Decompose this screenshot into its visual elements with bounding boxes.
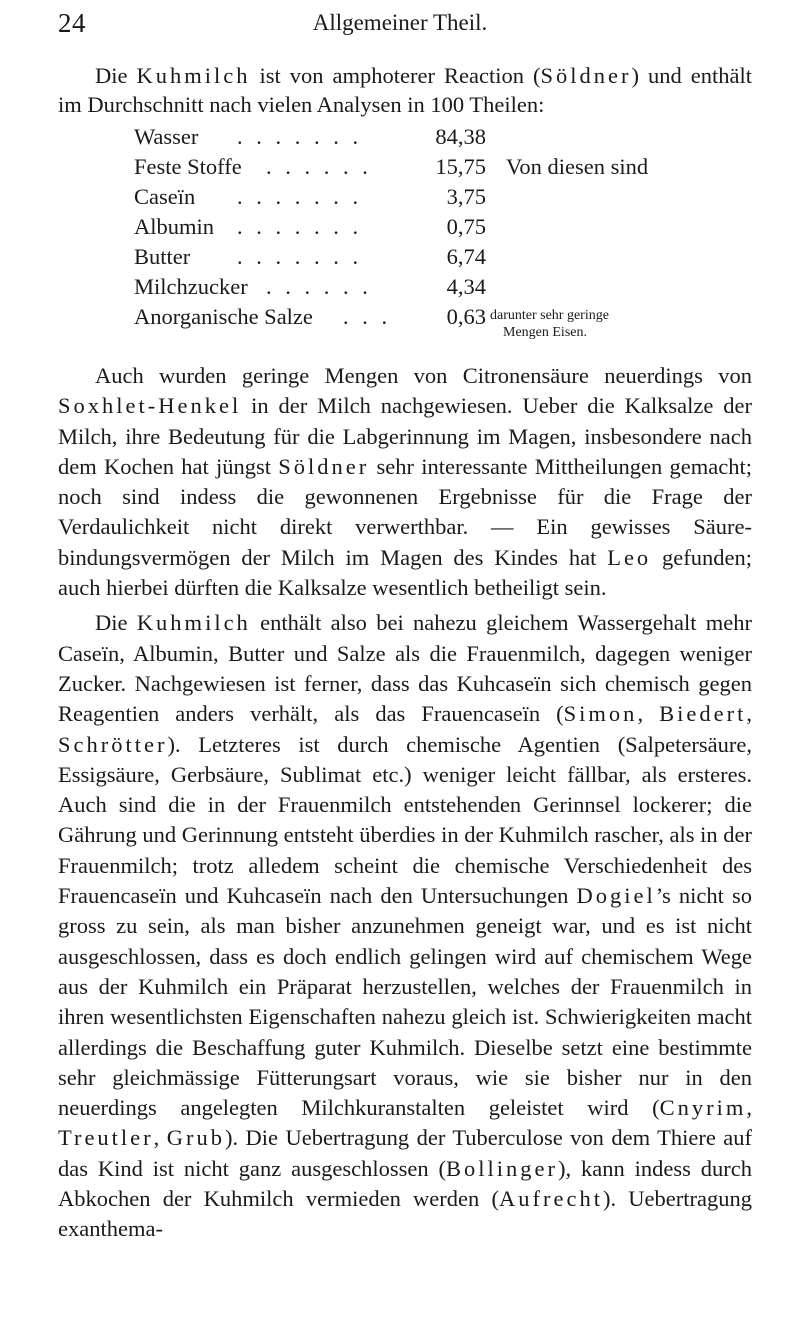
intro-lead: Die: [95, 63, 137, 88]
table-row: [134, 242, 754, 272]
intro-term-kuhmilch: Kuhmilch: [136, 63, 251, 88]
row-value: 15,75: [435, 154, 486, 179]
text-run: ,: [746, 701, 752, 727]
author-name: Dogiel: [576, 883, 656, 909]
author-name: Bollinger: [446, 1155, 558, 1181]
row-leader-dots: . . . . . . .: [237, 244, 363, 269]
paragraph-citronensaeure: [58, 361, 752, 603]
row-value: 6,74: [446, 244, 486, 269]
row-leader-dots: . . . . . . .: [237, 214, 363, 239]
row-note: Von diesen sind: [506, 154, 649, 179]
author-name: Leo: [607, 544, 652, 570]
row-value: 3,75: [446, 184, 486, 209]
author-name: Simon: [563, 701, 638, 727]
text-run: ). Letzteres ist durch chemische Agentien (Salpetersäure, Essigsäure, Gerbsäure, Sublimat etc.) weniger leicht fällbar, als ersteres. Auch sind die in der Frauenmilch entstehenden Gerinnsel lockerer; die Gährung und Gerinnung entsteht überdies in der Kuhmilch rascher, als in der Frauenmilch; trotz alledem scheint die chemische Verschiedenheit des Frauencaseïn und Kuhcaseïn nach den Untersuchungen: [58, 731, 752, 909]
page-header: [0, 8, 800, 48]
text-run: ), kann indess durch Abkochen der Kuhmilch vermieden werden (: [58, 1155, 752, 1212]
text-run: Auch wurden geringe Mengen von Citronensäure neuerdings von: [95, 363, 752, 388]
text-run: sehr interessante Mittheilungen gemacht; noch sind indess die gewonnenen Ergebnisse für die Frage der Verdaulichkeit nicht direkt verwerthbar. — Ein gewisses Säurebindungsvermögen der Milch im Magen des Kindes hat: [58, 453, 752, 570]
row-value: 0,75: [446, 214, 486, 239]
intro-paragraph: [58, 61, 752, 119]
table-row: [134, 152, 754, 182]
page-number: 24: [58, 8, 86, 38]
row-label: Caseïn: [134, 184, 196, 209]
table-row: [134, 182, 754, 212]
row-leader-dots: . . .: [343, 304, 392, 329]
text-run: ’s nicht so gross zu sein, als man bisher anzunehmen geneigt war, und es ist nicht ausgeschlossen, dass es doch endlich gelingen wird auf chemischem Wege aus der Kuhmilch ein Präparat herzustellen, welches der Frauenmilch in ihren wesentlichsten Eigenschaften nahezu gleich ist. Schwierigkeiten macht allerdings die Beschaffung guter Kuhmilch. Dieselbe setzt eine bestimmte sehr gleichmässige Fütterungsart voraus, wie sie bisher nur in den neuerdings angelegten Milchkuranstalten geleistet wird (: [58, 883, 752, 1121]
author-name: Schrötter: [58, 731, 168, 757]
running-head: Allgemeiner Theil.: [312, 10, 488, 35]
intro-author-soeldner: Söldner: [540, 63, 632, 88]
row-footnote: [490, 307, 690, 341]
table-row: [134, 122, 754, 152]
author-name: Aufrecht: [498, 1186, 603, 1212]
author-name: Biedert: [659, 701, 747, 727]
author-name: Treutler: [58, 1125, 154, 1151]
row-leader-dots: . . . . . .: [266, 154, 372, 179]
table-row: [134, 272, 754, 302]
intro-tail: ) und enthält im Durchschnitt nach vielen Analysen in 100 Theilen:: [58, 63, 752, 117]
row-value: 0,63: [446, 304, 486, 329]
table-row: [134, 302, 754, 340]
text-run: ,: [637, 701, 660, 727]
row-value: 84,38: [435, 124, 486, 149]
composition-table: [134, 122, 754, 340]
text-run: ). Uebertragung exanthema-: [58, 1186, 752, 1242]
author-name: Soxhlet-Henkel: [58, 393, 242, 419]
text-run: ). Die Uebertragung der Tuberculose von dem Thiere auf das Kind ist nicht ganz ausgeschlossen (: [58, 1125, 752, 1181]
footnote-line-1: darunter sehr geringe: [490, 308, 609, 323]
intro-mid: ist von amphoterer Reaction (: [250, 63, 541, 88]
row-label: Wasser: [134, 124, 199, 149]
text-run: ,: [153, 1125, 167, 1151]
text-run: in der Milch nachgewiesen. Ueber die Kalksalze der Milch, ihre Bedeutung für die Labgerinnung im Magen, insbesondere nach dem Kochen hat jüngst: [58, 393, 752, 479]
row-label: Anorganische Salze: [134, 304, 313, 329]
emphasized-term: Kuhmilch: [136, 610, 251, 636]
body-text: [58, 361, 752, 1245]
row-label: Butter: [134, 244, 191, 269]
author-name: Söldner: [278, 453, 370, 479]
text-run: ,: [746, 1095, 752, 1121]
text-run: gefunden; auch hierbei dürften die Kalksalze wesentlich betheiligt sein.: [58, 544, 753, 601]
footnote-line-2: Mengen Eisen.: [503, 325, 587, 340]
row-label: Albumin: [134, 214, 215, 239]
row-value: 4,34: [446, 274, 486, 299]
paragraph-kuhmilch: [58, 608, 752, 1244]
row-label: Feste Stoffe: [134, 154, 242, 179]
row-leader-dots: . . . . . . .: [237, 184, 363, 209]
author-name: Grub: [166, 1125, 225, 1151]
author-name: Cnyrim: [659, 1095, 747, 1121]
row-label: Milchzucker: [134, 274, 248, 299]
row-leader-dots: . . . . . .: [266, 274, 372, 299]
row-leader-dots: . . . . . . .: [237, 124, 363, 149]
text-run: enthält also bei nahezu gleichem Wassergehalt mehr Caseïn, Albumin, Butter und Salze als die Frauenmilch, dagegen weniger Zucker. Nachgewiesen ist ferner, dass das Kuhcaseïn sich chemisch gegen Reagentien anders verhält, als das Frauencaseïn (: [58, 610, 752, 727]
text-run: Die: [95, 610, 137, 636]
table-row: [134, 212, 754, 242]
